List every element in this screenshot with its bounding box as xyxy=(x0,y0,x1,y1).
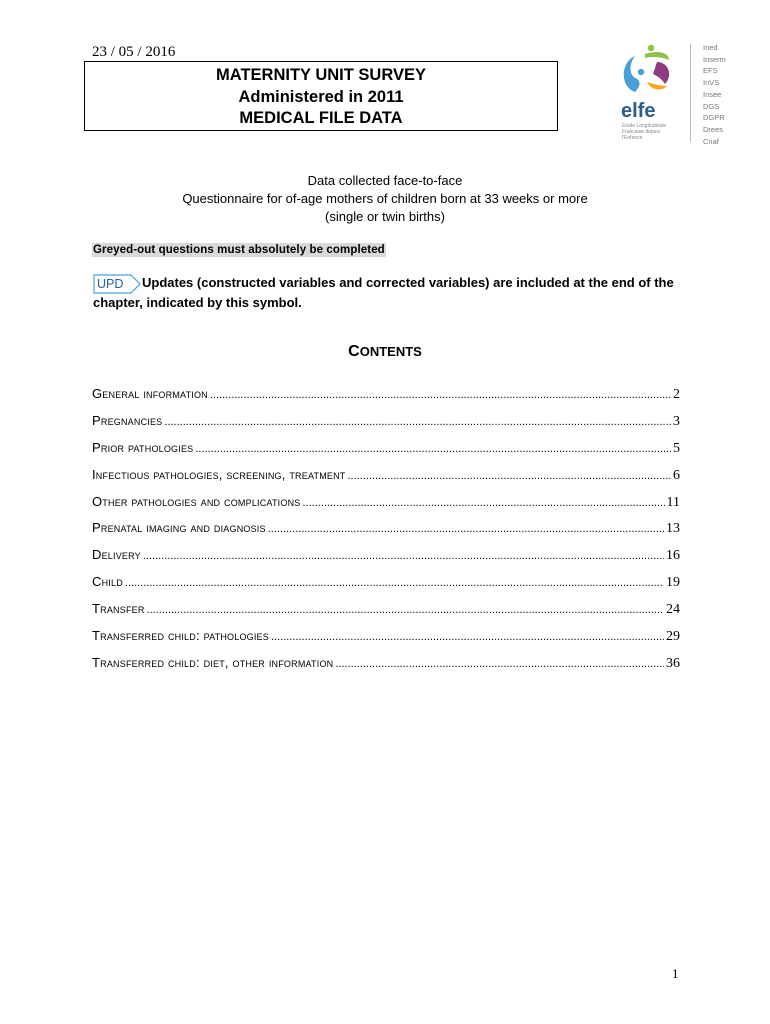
toc-entry[interactable] xyxy=(92,520,680,547)
toc-leader xyxy=(302,497,664,509)
upd-text: Updates (constructed variables and corrected variables) are included at the end of the chapter, indicated by this symbol. xyxy=(93,275,674,310)
toc-entry-title[interactable]: Prior pathologies xyxy=(92,439,194,455)
partner-item: DGPR xyxy=(703,113,725,123)
toc-entry[interactable] xyxy=(92,628,680,655)
toc-entry-page: 29 xyxy=(666,629,680,645)
toc-leader xyxy=(125,577,664,589)
toc-entry-page: 3 xyxy=(673,413,680,429)
toc-entry[interactable] xyxy=(92,494,680,521)
intro-line-1: Data collected face-to-face xyxy=(307,173,463,188)
toc-entry-page: 6 xyxy=(673,467,680,483)
intro-block xyxy=(0,172,770,226)
contents-heading: CONTENTS xyxy=(348,343,422,360)
document-date: 23 / 05 / 2016 xyxy=(92,44,176,60)
toc-entry[interactable] xyxy=(92,467,680,494)
intro-line-2: Questionnaire for of-age mothers of children born at 33 weeks or more xyxy=(182,191,588,206)
toc-leader xyxy=(147,604,664,616)
toc-leader xyxy=(195,443,671,455)
toc-entry-title[interactable]: Delivery xyxy=(92,547,141,563)
toc-entry-page: 11 xyxy=(666,494,680,510)
partner-item: Cnaf xyxy=(703,136,719,146)
elfe-logo xyxy=(617,42,689,142)
toc-entry-page: 16 xyxy=(666,548,680,564)
logo-tagline-2: Française depuis xyxy=(622,129,661,135)
partner-item: Insee xyxy=(703,89,722,99)
upd-tag-label: UPD xyxy=(97,277,124,291)
toc-entry-page: 19 xyxy=(666,575,680,591)
toc-entry-title[interactable]: Child xyxy=(92,574,123,590)
toc-leader xyxy=(348,470,672,482)
toc-entry-page: 13 xyxy=(666,521,680,537)
page-number: 1 xyxy=(672,966,679,981)
toc-leader xyxy=(268,523,664,535)
table-of-contents xyxy=(92,386,680,682)
partner-item: EFS xyxy=(703,66,718,76)
toc-entry-title[interactable]: Prenatal imaging and diagnosis xyxy=(92,520,266,536)
title-line-2: Administered in 2011 xyxy=(238,87,404,106)
toc-entry[interactable] xyxy=(92,413,680,440)
toc-entry-page: 24 xyxy=(666,602,680,618)
logo-wordmark: elfe xyxy=(621,100,656,122)
toc-entry[interactable] xyxy=(92,574,680,601)
toc-entry-title[interactable]: Pregnancies xyxy=(92,412,163,428)
logo-tagline-1: Étude Longitudinale xyxy=(622,123,667,129)
logo-tagline-3: l'Enfance xyxy=(622,135,643,141)
toc-leader xyxy=(271,631,664,643)
toc-entry[interactable] xyxy=(92,440,680,467)
toc-entry-title[interactable]: Transferred child: diet, other information xyxy=(92,654,334,670)
toc-entry-title[interactable]: Transferred child: pathologies xyxy=(92,628,269,644)
greyed-notice: Greyed-out questions must absolutely be completed xyxy=(93,244,385,256)
toc-entry[interactable] xyxy=(92,547,680,574)
partner-item: Drees xyxy=(703,124,724,134)
toc-entry-title[interactable]: Transfer xyxy=(92,601,145,617)
toc-leader xyxy=(143,550,664,562)
toc-entry-title[interactable]: General information xyxy=(92,386,208,401)
toc-entry-page: 36 xyxy=(666,655,680,671)
toc-leader xyxy=(164,416,671,428)
toc-entry-page: 5 xyxy=(673,440,680,456)
toc-leader xyxy=(210,389,671,401)
partner-item: Inserm xyxy=(703,54,726,64)
toc-entry[interactable] xyxy=(92,386,680,413)
toc-entry[interactable] xyxy=(92,601,680,628)
toc-entry-page: 2 xyxy=(673,387,680,402)
intro-line-3: (single or twin births) xyxy=(325,209,445,224)
toc-entry-title[interactable]: Other pathologies and complications xyxy=(92,493,301,509)
title-line-3: MEDICAL FILE DATA xyxy=(239,109,403,127)
title-line-1: MATERNITY UNIT SURVEY xyxy=(216,66,426,84)
partner-item: DGS xyxy=(703,101,720,111)
toc-entry-title[interactable]: Infectious pathologies, screening, treatment xyxy=(92,466,346,482)
toc-entry[interactable] xyxy=(92,655,680,682)
partner-item: InVS xyxy=(703,78,720,88)
partner-item: Ined xyxy=(703,43,718,52)
logo-divider xyxy=(690,44,691,142)
upd-notice xyxy=(93,273,683,312)
partner-list xyxy=(703,42,726,147)
toc-leader xyxy=(335,658,664,670)
title-box xyxy=(84,61,558,131)
